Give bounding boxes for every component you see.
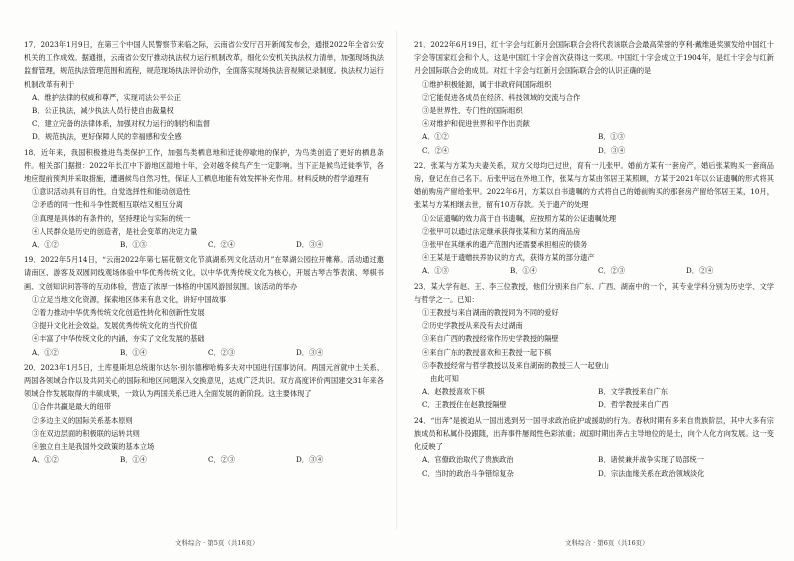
statement-4: ④丰富了中华传统文化的内涵，夯实了文化发展的基础 (32, 334, 205, 344)
choice-d: D．哲学教授来自广西 (598, 400, 669, 410)
option-a: A．维护法律的权威和尊严，实现司法公平公正 (32, 92, 181, 102)
statement-1: ①公证遗嘱的效力高于自书遗嘱，应按照方某的公证遗嘱处理 (422, 213, 617, 223)
question-21 (414, 38, 774, 157)
statement-2: ②张甲可以通过法定继承获得张某和方某的商品房 (422, 226, 581, 236)
answer-choices (24, 453, 384, 466)
statement-2: ②多边主义的国际关系基本原则 (32, 415, 133, 425)
choice-a: A．①② (32, 347, 59, 357)
statement-3: ③是世界性、专门性的国际组织 (422, 106, 523, 116)
statement-4: ④来自广东的教授喜欢和王教授一起下棋 (422, 347, 552, 357)
statement-4: ④独立自主是我国外交政策的基本立场 (32, 442, 155, 452)
statement-conclusion: 由此可知 (430, 374, 459, 384)
statement-1: ①合作共赢是最大的纽带 (32, 402, 112, 412)
choice-b: B．诸侯兼并战争实现了局部统一 (598, 455, 704, 465)
choice-d: D．③④ (296, 347, 324, 357)
choice-c: C．王教授住在赵教授隔壁 (422, 400, 507, 410)
statement-3: ③张甲在其继承的遗产范围内还需要承担相应的债务 (422, 240, 588, 250)
choice-d: D．宗法血缘关系在政治领域淡化 (598, 468, 705, 478)
choice-c: C．②④ (422, 145, 450, 155)
choice-d: D．③④ (296, 455, 324, 465)
statement-1: ①维护积极能源，属于非政府间国际组织 (422, 79, 552, 89)
question-stem: 18．近年来，我国积极推进鸟类保护工作，加强鸟类栖息地和迁徙停歇地的保护，为鸟类创造了更好的栖息条件。相关部门据报：2022年长江中下游地区湿地十年，会对越冬候鸟产生一定影响。当下正是候鸟迁徙季节，各地应提前预判并采取措施，遭遇候鸟自然习性，保证人工栖息地能有效发挥补充作用。材料反映的哲学道理有 (24, 147, 384, 184)
question-23 (414, 280, 774, 412)
statement-1: ①立足当地文化资源，探索地区体来有息文化，讲好中国故事 (32, 294, 227, 304)
answer-choices-row-1 (414, 130, 774, 143)
choice-b: B．①③ (120, 240, 147, 250)
page-footer-left: 文科综合 · 第5页（共16页） (175, 539, 259, 547)
question-stem: 24．“出奔”是被迫从一国出逃到另一国寻求政治庇护或援助的行为。春秋时期有多来自贵族阶层，其中大多有宗族成员和私属仆役跟随，出奔事件屡闻性色彩浓重；战国时期出奔占主导地位的是士，向个人化方向发展。这一变化反映了 (414, 415, 774, 452)
choice-d: D．②④ (686, 266, 714, 276)
statement-4: ④人民群众是历史的创造者，是社会变革的决定力量 (32, 226, 198, 236)
choice-d: D．③④ (598, 145, 626, 155)
option-b: B．公正执法，减少执法人员行使自由裁量权 (32, 106, 174, 116)
choice-b: B．①④ (120, 455, 147, 465)
statement-2: ②着力推动中华优秀传统文化创造性转化和创新性发展 (32, 308, 205, 318)
choice-a: A．①② (422, 132, 449, 142)
option-d: D．规范执法，更好保障人民的幸福感和安全感 (32, 132, 182, 142)
answer-choices-row-2 (414, 144, 774, 157)
question-19 (24, 253, 384, 359)
choice-c: C．②④ (208, 240, 236, 250)
statement-3: ③来自广西的教授经常作历史学教授的隔壁 (422, 334, 559, 344)
page-footer-right: 文科综合 · 第6页（共16页） (565, 539, 649, 547)
statement-1: ①意识活动具有目的性，自觉选择性和能动创造性 (32, 187, 191, 197)
choice-c: C．②③ (598, 266, 626, 276)
choice-b: B．文学教授来自广东 (598, 387, 668, 397)
answer-choices (24, 346, 384, 359)
question-stem: 22．张某与方某为夫妻关系，双方父母均已过世，育有一儿张甲。婚前方某有一套房产，婚后张某购买一套商品房，登记在自己名下。后张甲远在外地工作，张某与方某由邻居王某照顾，方某于2021年以公证遗嘱的形式将其婚前购房产留给张甲。2022年6月，方某以自书遗嘱的方式将自己的婚前购买的那套房产留给邻居王某，10月，张某与方某相继去世，留有10万存款。关于遗产的处理 (414, 160, 774, 210)
question-stem: 23．某大学有赵、王、李三位教授，他们分别来自广东、广西、湖南中的一个，其专业学科分别为历史学、文学与哲学之一。已知： (414, 281, 774, 304)
statement-1: ①王教授与来自湖南的教授同为不同的爱好 (422, 308, 559, 318)
choice-b: B．①④ (120, 347, 147, 357)
answer-choices (414, 264, 774, 277)
question-20 (24, 361, 384, 467)
statement-3: ③提升文化社会效益，发展优秀传统文化的当代价值 (32, 321, 198, 331)
question-stem: 20．2023年1月5日，土库曼斯坦总统谢尔达尔·别尔德穆哈梅多夫对中国进行国事访问。两国元首就中土关系、两国各领域合作以及共同关心的国际和地区问题深入交换意见，达成广泛共识。双方高度评价两国建交31年来各领域合作发展取得的丰硕成果，一致认为两国关系已进入全面发展的新阶段。这主要体现了 (24, 362, 384, 399)
question-24 (414, 414, 774, 480)
option-c: C．建立完备的法律体系，加强对权力运行的制约和监督 (32, 119, 211, 129)
left-column (24, 38, 384, 469)
question-stem: 21．2022年6月19日，红十字会与红新月会国际联合会将代表该联合会最高荣誉的亨利·戴维逊奖颁发给中国红十字会等国家红会和个人，这是中国红十字会首次获得这一奖项。中国红十字会成立于1904年，是红十字会与红新月会国际联合会的成员。对红十字会与红新月会国际联合会的认识正确的是 (414, 40, 774, 76)
choice-b: B．①④ (510, 266, 537, 276)
question-22 (414, 159, 774, 278)
question-17 (24, 38, 384, 144)
question-stem: 17．2023年1月9日，在第三个中国人民警察节来临之际，云南省公安厅召开新闻发布会，通报2022年全省公安机关的工作成效。据通报，云南省公安厅推动执法权力运行机制改革，细化公安机关执法权力清单，加强现场执法监督管理，规范执法管理范围和流程，规范现场执法评价动作，全面落实现场执法音视频记录制度。执法权力运行机制改革有利于 (24, 40, 384, 89)
statement-4: ④对维护和促进世界和平作出贡献 (422, 119, 530, 129)
answer-choices (24, 238, 384, 251)
answer-choices-row-2 (414, 467, 774, 480)
choice-a: A．①② (32, 455, 59, 465)
choice-a: A．官僚政治取代了贵族政治 (422, 455, 514, 465)
statement-2: ②它能促进各成员在经济、科技领域的交流与合作 (422, 92, 581, 102)
question-18 (24, 146, 384, 252)
choice-d: D．③④ (296, 240, 324, 250)
choice-a: A．①③ (422, 266, 449, 276)
choice-a: A．赵教授喜欢下棋 (422, 387, 485, 397)
statement-4: ④王某是于遗赠扶养协议的方式，获得方某的部分遗产 (422, 253, 595, 263)
choice-c: C．②③ (208, 347, 236, 357)
choice-b: B．①③ (598, 132, 625, 142)
statement-5: ⑤李教授经常与哲学教授以及来自湖南的教授三人一起登山 (422, 360, 609, 370)
right-column (414, 38, 774, 482)
statement-3: ③真理是具体的有条件的，坚持理论与实际的统一 (32, 213, 191, 223)
choice-c: C．当时的政治斗争错综复杂 (422, 468, 514, 478)
statement-2: ②历史学教授从来没有去过湖南 (422, 321, 523, 331)
choice-a: A．①② (32, 240, 59, 250)
column-divider (396, 30, 397, 530)
statement-2: ②矛盾的同一性和斗争性既相互联结又相互分离 (32, 200, 183, 210)
answer-choices-row-2 (414, 398, 774, 411)
choice-c: C．②③ (208, 455, 236, 465)
answer-choices-row-1 (414, 453, 774, 466)
statement-3: ③在双边层面的积极联的运转共则 (32, 428, 140, 438)
question-stem: 19．2022年5月14日，“云南2022年第七届花朝文化节滇湖系列文化活动月”在翠湖公园拉开帷幕。活动通过邀请南区、游客及双圆同线观场体验中华优秀传统文化，以中华优秀传统文化为核心，开展古琴古筝表演、琴棋书画、文创知识问答等的互动体验，营造了浓厚一体格的中国风游园氛围。该活动的举办 (24, 255, 384, 291)
answer-choices-row-1 (414, 385, 774, 398)
